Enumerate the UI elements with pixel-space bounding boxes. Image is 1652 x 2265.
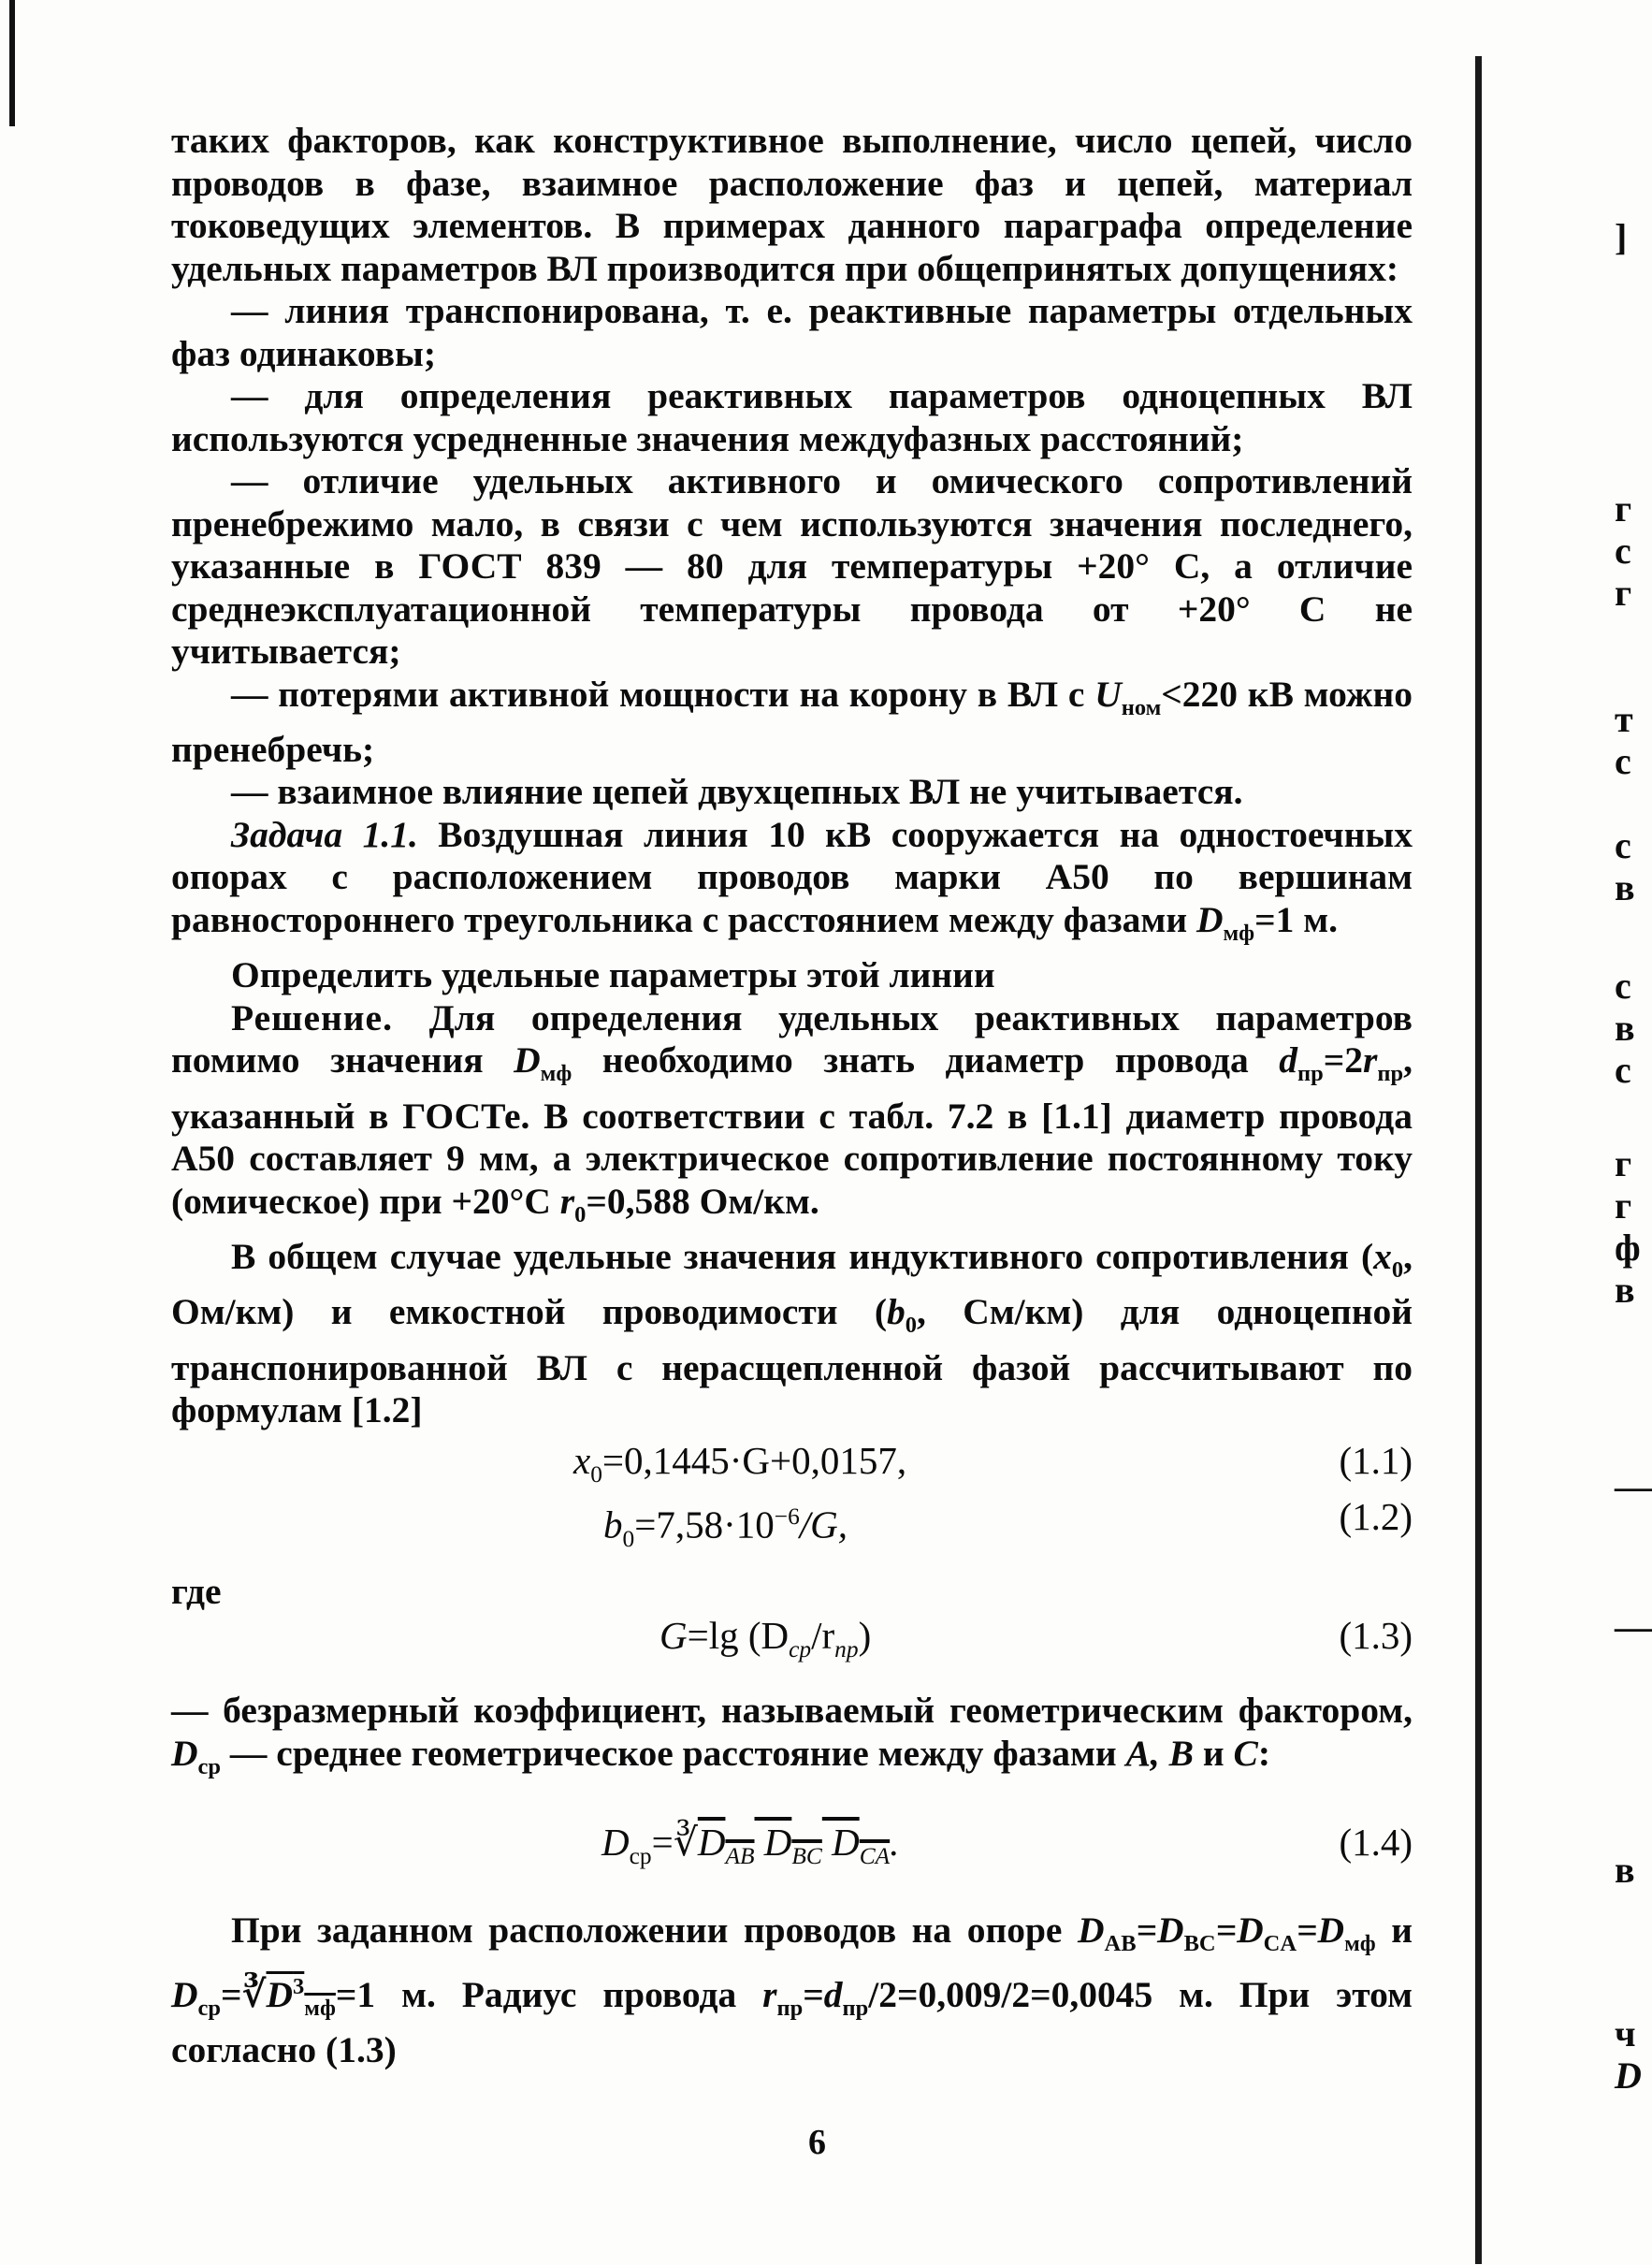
formula-1-1: $x_0=0,1445\cdot G+0,0157$, (1.1) (573, 1438, 1413, 1488)
clipped-letter: с (1615, 530, 1631, 572)
clipped-letter: с (1615, 824, 1631, 866)
clipped-letter: с (1615, 1049, 1631, 1091)
clipped-letter: т (1615, 698, 1633, 740)
paragraph: При заданном расположении проводов на опоре $D_{AB}=D_{BC}=D_{CA}=D_{мф}$ и $D_{ср}=∛D^3_{мф}=1$ м. Радиус провода $r_{пр}=d_{пр}/2=0,009/2=0,0045$ м. При этом согласно (1.3) (171, 1909, 1413, 2071)
solution-label: Решение. (231, 996, 393, 1038)
where-word: где (171, 1570, 222, 1612)
clipped-letter: г (1615, 1142, 1632, 1184)
paragraph: таких факторов, как конструктивное выполнение, число цепей, число проводов в фазе, взаимное расположение фаз и цепей, материал токоведущих элементов. В примерах данного параграфа определение удельных параметров ВЛ производится при общепринятых допущениях: (171, 120, 1413, 289)
clipped-letter: с (1615, 965, 1631, 1007)
page-body (171, 120, 1413, 2072)
clipped-letter: в (1615, 1849, 1635, 1891)
clipped-letter: г (1615, 487, 1632, 530)
clipped-letter: ф (1615, 1227, 1641, 1269)
formula-1-4: $D_{ср}=∛D_{AB}$ $D_{BC}$ $D_{CA}$. (1.4) (601, 1821, 1413, 1870)
assumption-item: — потерями активной мощности на корону в ВЛ с $U_{ном}<220$ кВ можно пренебречь; (171, 673, 1413, 770)
equation-number: (1.3) (1339, 1614, 1413, 1658)
formula-1-3: G=lg $(D_{ср}/r_{пр})$ (1.3) (659, 1614, 1413, 1663)
clipped-letter: — (1615, 1465, 1652, 1507)
paragraph: — безразмерный коэффициент, называемый геометрическим фактором, $D_{ср}$ — среднее геометрическое расстояние между фазами A, B и C: (171, 1690, 1413, 1779)
clipped-letter: в (1615, 866, 1635, 908)
formula-1-2: $b_0=7,58\cdot 10^{-6}/G$, (1.2) (603, 1494, 1413, 1552)
clipped-letter: г (1615, 1184, 1632, 1227)
equation-number: (1.1) (1339, 1438, 1413, 1482)
clipped-letter: ] (1615, 216, 1628, 258)
right-gutter-rule (1475, 56, 1482, 2264)
clipped-letter: ч (1615, 2012, 1636, 2054)
task-statement: Задача 1.1. Воздушная линия 10 кВ сооружается на одностоечных опорах с расположением проводов марки А50 по вершинам равностороннего треугольника с расстоянием между фазами $D_{мф}=1$ м. (171, 813, 1413, 946)
assumption-item: — для определения реактивных параметров одноцепных ВЛ используются усредненные значения междуфазных расстояний; (171, 375, 1413, 459)
left-edge-mark (9, 0, 15, 126)
clipped-letter: — (1615, 1605, 1652, 1648)
equation-number: (1.2) (1339, 1494, 1413, 1538)
page-number: 6 (808, 2123, 826, 2162)
clipped-letter: D (1615, 2054, 1642, 2097)
equation-number: (1.4) (1339, 1821, 1413, 1865)
clipped-letter: с (1615, 740, 1631, 782)
assumption-item: — взаимное влияние цепей двухцепных ВЛ не учитывается. (231, 771, 1243, 813)
assumption-item: — линия транспонирована, т. е. реактивные параметры отдельных фаз одинаковы; (171, 290, 1413, 374)
clipped-letter: г (1615, 572, 1632, 614)
clipped-letter: в (1615, 1269, 1635, 1311)
task-label: Задача 1.1. (231, 813, 418, 855)
clipped-letter: в (1615, 1007, 1635, 1049)
solution-paragraph: Решение. Для определения удельных реактивных параметров помимо значения $D_{мф}$ необходимо знать диаметр провода $d_{пр}=2r_{пр}$, указанный в ГОСТе. В соответствии с табл. 7.2 в [1.1] диаметр провода А50 составляет 9 мм, а электрическое сопротивление постоянному току (омическое) при +20°С $r_0=0,588$ Ом/км. (171, 996, 1413, 1227)
task-question: Определить удельные параметры этой линии (231, 954, 995, 996)
assumption-item: — отличие удельных активного и омического сопротивлений пренебрежимо мало, в связи с чем используются значения последнего, указанные в ГОСТ 839 — 80 для температуры +20° С, а отличие среднеэксплуатационной температуры провода от +20° С не учитывается; (171, 460, 1413, 672)
paragraph: В общем случае удельные значения индуктивного сопротивления ($x_0$, Ом/км) и емкостной проводимости ($b_0$, См/км) для одноцепной транспонированной ВЛ с нерасщепленной фазой рассчитывают по формулам [1.2] (171, 1236, 1413, 1431)
